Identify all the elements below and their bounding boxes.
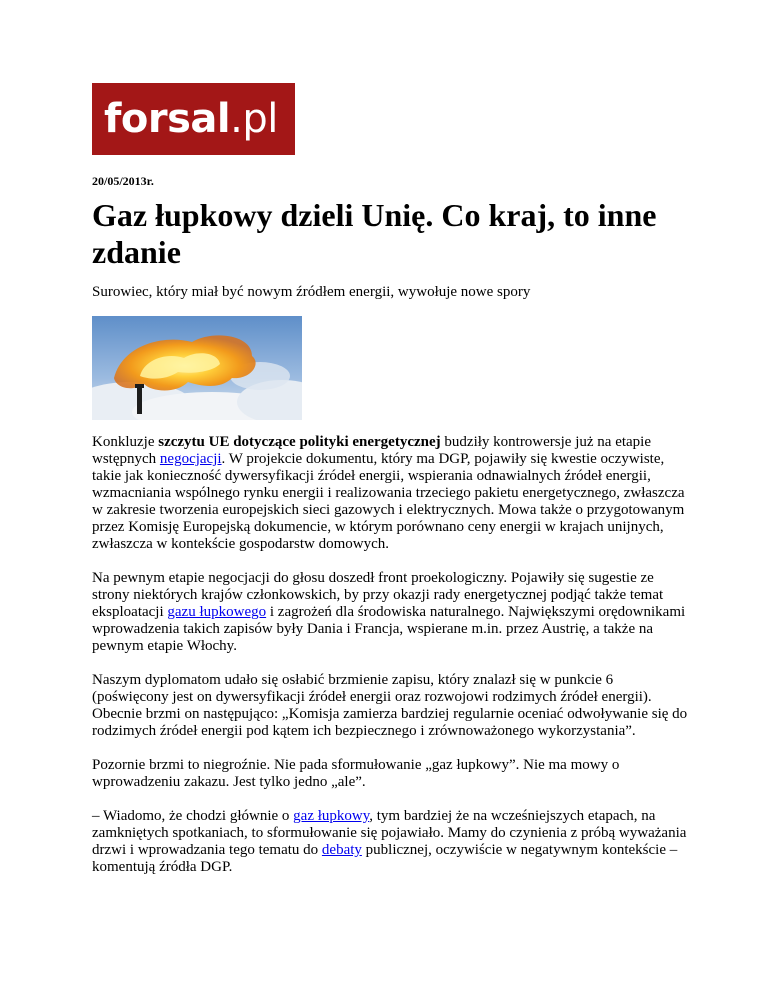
forsal-logo[interactable] (92, 83, 295, 155)
article-title: Gaz łupkowy dzieli Unię. Co kraj, to inne zdanie (92, 197, 657, 270)
paragraph-text: – Wiadomo, że chodzi głównie o (92, 808, 294, 824)
paragraph-text: publicznej, oczywiście w negatywnym kontekście – komentują źródła DGP. (92, 842, 678, 875)
paragraph-2 (92, 570, 688, 655)
article-body (92, 434, 688, 893)
link-debaty[interactable]: debaty (321, 842, 362, 858)
bold-phrase: szczytu UE dotyczące polityki energetycznej (158, 434, 441, 450)
logo-wordmark (104, 97, 278, 141)
paragraph-4: Pozornie brzmi to niegroźnie. Nie pada sformułowanie „gaz łupkowy”. Nie ma mowy o wprowadzeniu zakazu. Jest tylko jedno „ale”. (92, 757, 620, 790)
paragraph-text: Na pewnym etapie negocjacji do głosu doszedł front proekologiczny. Pojawiły się sugestie ze strony niektórych krajów członkowskich, by przy okazji rady energetycznej podjąć także temat eksploatacji (92, 570, 664, 620)
paragraph-text: , tym bardziej że na wcześniejszych etapach, na zamkniętych spotkaniach, to sformułowanie się pojawiało. Mamy do czynienia z próbą wyważania drzwi i wprowadzania tego tematu do (92, 808, 687, 858)
paragraph-text: Konkluzje (92, 434, 159, 450)
article-lead: Surowiec, który miał być nowym źródłem energii, wywołuje nowe spory (92, 284, 531, 300)
logo-text-tld: .pl (230, 96, 278, 142)
paragraph-text: i zagrożeń dla środowiska naturalnego. Największymi orędownikami wprowadzenia takich zapisów były Dania i Francja, wspierane m.in. przez Austrię, a także na pewnym etapie Włochy. (92, 604, 686, 654)
link-negocjacji[interactable]: negocjacji (159, 451, 222, 467)
paragraph-text: budziły kontrowersje już na etapie wstępnych (92, 434, 652, 467)
paragraph-5 (92, 808, 688, 876)
paragraph-text: . W projekcie dokumentu, który ma DGP, pojawiły się kwestie oczywiste, takie jak konieczność dywersyfikacji źródeł energii, wspierania odnawialnych źródeł energii, wzmacniania wspólnego rynku energii i realizowania trzeciego pakietu energetycznego, zwłaszcza w zakresie tworzenia europejskich sieci gazowych i elektrycznych. Mowa także o przygotowanym przez Komisję Europejską dokumencie, w którym porównano ceny energii w krajach unijnych, zwłaszcza w kontekście gospodarstw domowych. (92, 451, 685, 552)
link-gazu-lupkowego[interactable]: gazu łupkowego (167, 604, 267, 620)
paragraph-3: Naszym dyplomatom udało się osłabić brzmienie zapisu, który znalazł się w punkcie 6 (poświęcony jest on dywersyfikacji źródeł energii oraz rozwojowi rodzimych źródeł energii). Obecnie brzmi on następująco: „Komisja zamierza bardziej regularnie oceniać odwoływanie się do rodzimych źródeł energii pod kątem ich bezpiecznego i zrównoważonego wykorzystania”. (92, 672, 688, 739)
gas-flare-image (92, 316, 302, 420)
logo-text-main: forsal (104, 96, 231, 142)
article-date: 20/05/2013r. (92, 174, 154, 188)
link-gaz-lupkowy[interactable]: gaz łupkowy (293, 808, 370, 824)
paragraph-1 (92, 434, 688, 553)
